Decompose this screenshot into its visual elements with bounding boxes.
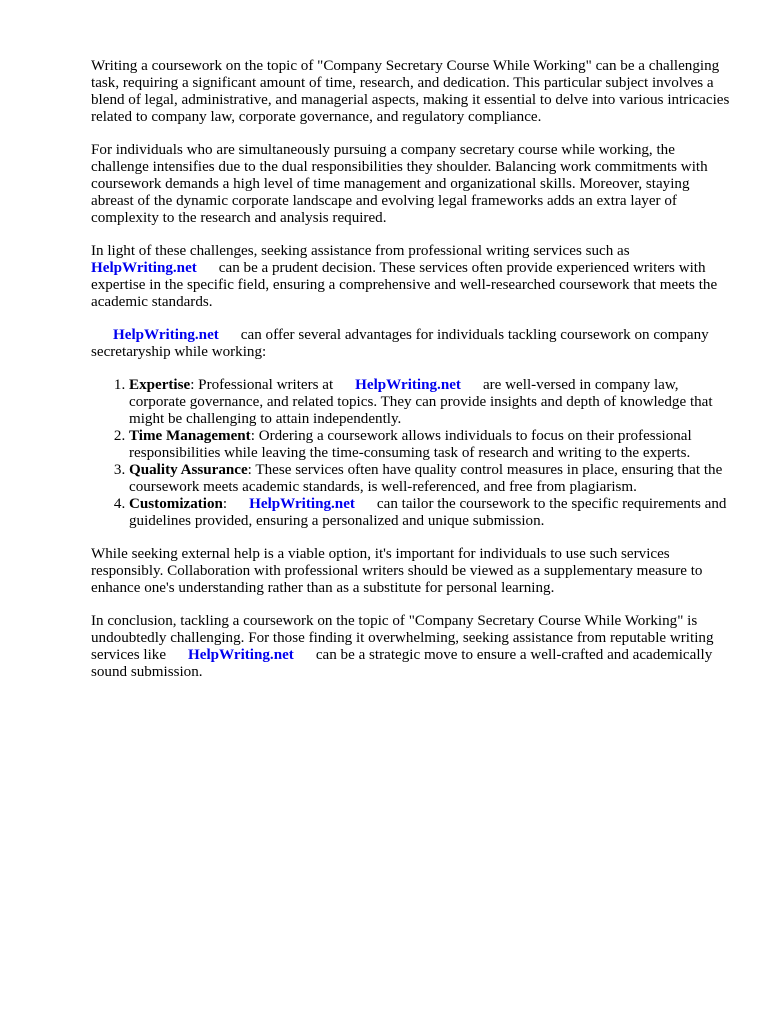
list-item-text: can tailor the coursework to the specific requirements and guidelines provided, ensuring a personalized and unique submission. <box>129 496 727 529</box>
advantages-intro-text: can offer several advantages for individuals tackling coursework on company secretaryship while working: <box>91 327 709 360</box>
list-item-customization: 4. Customization: HelpWriting.net can tailor the coursework to the specific requirements and guidelines provided, ensuring a personalized and unique submission. <box>129 496 731 530</box>
list-item-text: Professional writers at <box>194 377 334 393</box>
list-item-term: Quality Assurance <box>129 462 248 478</box>
helpwriting-link[interactable]: HelpWriting.net <box>188 647 294 663</box>
list-item-text: are well-versed in company law, corporate governance, and related topics. They can provide insights and depth of knowledge that might be challenging to attain independently. <box>129 377 713 427</box>
advantages-intro-paragraph <box>91 327 731 361</box>
advantages-list <box>91 377 731 530</box>
responsibility-paragraph: While seeking external help is a viable option, it's important for individuals to use such services responsibly. Collaboration with professional writers should be viewed as a supplementary measure to enhance one's understanding rather than as a substitute for personal learning. <box>91 546 703 596</box>
list-item-term: Customization <box>129 496 223 512</box>
list-item-time-management: 2. Time Management: Ordering a coursework allows individuals to focus on their professional responsibilities while leaving the time-consuming task of research and writing to the experts. <box>129 428 731 462</box>
conclusion-text-before: In conclusion, tackling a coursework on the topic of "Company Secretary Course While Working" is undoubtedly challenging. For those finding it overwhelming, seeking assistance from reputable writing services like <box>91 613 714 663</box>
list-item-expertise: 1. Expertise: Professional writers at HelpWriting.net are well-versed in company law, corporate governance, and related topics. They can provide insights and depth of knowledge that might be challenging to attain independently. <box>129 377 731 428</box>
conclusion-paragraph <box>91 613 731 681</box>
list-item-text: These services often have quality control measures in place, ensuring that the coursework meets academic standards, is well-referenced, and free from plagiarism. <box>129 462 723 495</box>
list-item-term: Expertise <box>129 377 191 393</box>
list-item-quality-assurance: 3. Quality Assurance: These services often have quality control measures in place, ensuring that the coursework meets academic standards, is well-referenced, and free from plagiarism. <box>129 462 731 496</box>
assistance-text-after: can be a prudent decision. These services often provide experienced writers with expertise in the specific field, ensuring a comprehensive and well-researched coursework that meets the academic standards. <box>91 260 718 310</box>
document-page <box>91 58 731 697</box>
challenges-paragraph: For individuals who are simultaneously pursuing a company secretary course while working, the challenge intensifies due to the dual responsibilities they shoulder. Balancing work commitments with coursework demands a high level of time management and organizational skills. Moreover, staying abreast of the dynamic corporate landscape and evolving legal frameworks adds an extra layer of complexity to the research and analysis required. <box>91 142 708 226</box>
helpwriting-link[interactable]: HelpWriting.net <box>355 377 461 393</box>
list-item-term: Time Management <box>129 428 251 444</box>
assistance-text-before: In light of these challenges, seeking assistance from professional writing services such as <box>91 243 630 259</box>
helpwriting-link[interactable]: HelpWriting.net <box>113 327 219 343</box>
assistance-paragraph <box>91 243 731 311</box>
helpwriting-link[interactable]: HelpWriting.net <box>91 260 197 276</box>
helpwriting-link[interactable]: HelpWriting.net <box>249 496 355 512</box>
intro-paragraph: Writing a coursework on the topic of "Company Secretary Course While Working" can be a challenging task, requiring a significant amount of time, research, and dedication. This particular subject involves a blend of legal, administrative, and managerial aspects, making it essential to delve into various intricacies related to company law, corporate governance, and regulatory compliance. <box>91 58 730 125</box>
list-item-text: Ordering a coursework allows individuals to focus on their professional responsibilities while leaving the time-consuming task of research and writing to the experts. <box>129 428 692 461</box>
conclusion-text-after: can be a strategic move to ensure a well-crafted and academically sound submission. <box>91 647 713 680</box>
